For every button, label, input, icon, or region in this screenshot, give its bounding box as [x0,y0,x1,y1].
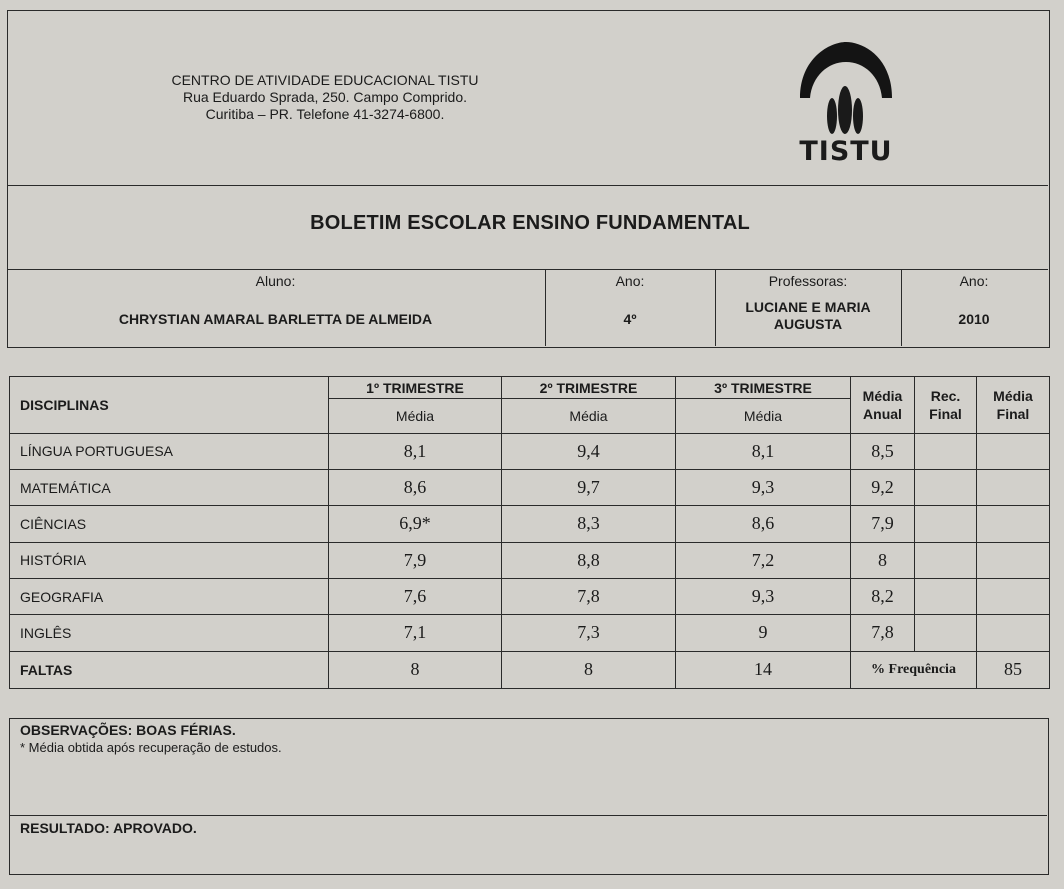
grade-cell: 7,3 [502,615,676,651]
anual-cell: 8,5 [851,433,915,469]
divider [8,269,1048,270]
subject-cell: MATEMÁTICA [10,469,329,505]
observations-block [9,718,1049,875]
ano-label: Ano: [959,273,989,289]
final-cell [977,469,1050,505]
header-rec-final [915,377,977,434]
anual-cell: 7,8 [851,615,915,651]
header-media-final [977,377,1050,434]
subheader-media-t2: Média [502,399,676,433]
header-media-final-1: Média [993,387,1033,404]
grade-cell: 7,6 [329,578,502,614]
header-row [10,377,1050,399]
faltas-row [10,651,1050,688]
school-name: CENTRO DE ATIVIDADE EDUCACIONAL TISTU [171,72,479,88]
ano-value: 2010 [958,311,990,327]
grade-cell: 6,9* [329,506,502,542]
rec-cell [915,542,977,578]
grade-cell: 7,8 [502,578,676,614]
header-media-anual-2: Anual [863,405,902,422]
resultado: RESULTADO: APROVADO. [20,820,197,836]
grade-cell: 9 [676,615,851,651]
rec-cell [915,433,977,469]
subject-cell: HISTÓRIA [10,542,329,578]
final-cell [977,433,1050,469]
grade-cell: 7,2 [676,542,851,578]
grade-cell: 9,4 [502,433,676,469]
observacoes-note: * Média obtida após recuperação de estudos. [20,740,282,755]
grade-cell: 8,6 [329,469,502,505]
page-title: BOLETIM ESCOLAR ENSINO FUNDAMENTAL [310,212,750,234]
table-row [10,433,1050,469]
table-row [10,578,1050,614]
final-cell [977,506,1050,542]
observacoes-title: OBSERVAÇÕES: BOAS FÉRIAS. [20,722,236,738]
professoras-line1: LUCIANE E MARIA [745,299,871,315]
professoras-value [715,299,901,333]
subject-cell: CIÊNCIAS [10,506,329,542]
rec-cell [915,506,977,542]
anual-cell: 8,2 [851,578,915,614]
rec-cell [915,615,977,651]
anual-cell: 9,2 [851,469,915,505]
grade-cell: 9,3 [676,578,851,614]
header-t1: 1º TRIMESTRE [329,377,502,399]
faltas-t1: 8 [329,651,502,688]
faltas-t3: 14 [676,651,851,688]
rec-cell [915,469,977,505]
table-row [10,469,1050,505]
header-t2: 2º TRIMESTRE [502,377,676,399]
subheader-media-t1: Média [329,399,502,433]
rec-cell [915,578,977,614]
header-rec-final-2: Final [929,405,962,422]
grade-cell: 7,9 [329,542,502,578]
final-cell [977,578,1050,614]
frequencia-value: 85 [977,651,1050,688]
divider [8,185,1048,186]
grade-cell: 8,3 [502,506,676,542]
aluno-value: CHRYSTIAN AMARAL BARLETTA DE ALMEIDA [118,311,433,327]
anual-cell: 7,9 [851,506,915,542]
subject-cell: LÍNGUA PORTUGUESA [10,433,329,469]
subject-cell: GEOGRAFIA [10,578,329,614]
grade-cell: 8,1 [329,433,502,469]
header-t3: 3º TRIMESTRE [676,377,851,399]
divider [10,815,1047,816]
school-address: Rua Eduardo Sprada, 250. Campo Comprido. [182,89,468,105]
professoras-label: Professoras: [768,273,848,289]
grade-cell: 8,8 [502,542,676,578]
subheader-media-t3: Média [676,399,851,433]
grade-cell: 7,1 [329,615,502,651]
anual-cell: 8 [851,542,915,578]
final-cell [977,615,1050,651]
aluno-label: Aluno: [255,273,296,289]
subject-cell: INGLÊS [10,615,329,651]
logo-text: TISTU [799,136,893,167]
faltas-label: FALTAS [10,651,329,688]
serie-label: Ano: [615,273,645,289]
school-info [100,72,550,123]
table-row [10,542,1050,578]
table-row [10,615,1050,651]
tistu-logo [790,38,900,178]
final-cell [977,542,1050,578]
grade-cell: 9,7 [502,469,676,505]
professoras-line2: AUGUSTA [773,316,843,332]
grades-table [9,376,1050,689]
header-media-final-2: Final [996,405,1030,422]
frequencia-label: % Frequência [851,651,977,688]
grade-cell: 8,1 [676,433,851,469]
grade-cell: 8,6 [676,506,851,542]
header-media-anual [851,377,915,434]
mushroom-logo-icon [790,38,900,138]
header-disciplinas: DISCIPLINAS [10,377,329,434]
faltas-t2: 8 [502,651,676,688]
table-row [10,506,1050,542]
header-rec-final-1: Rec. [930,387,961,404]
school-city-phone: Curitiba – PR. Telefone 41-3274-6800. [205,106,445,122]
header-media-anual-1: Média [862,387,903,404]
grade-cell: 9,3 [676,469,851,505]
serie-value: 4º [623,311,637,327]
